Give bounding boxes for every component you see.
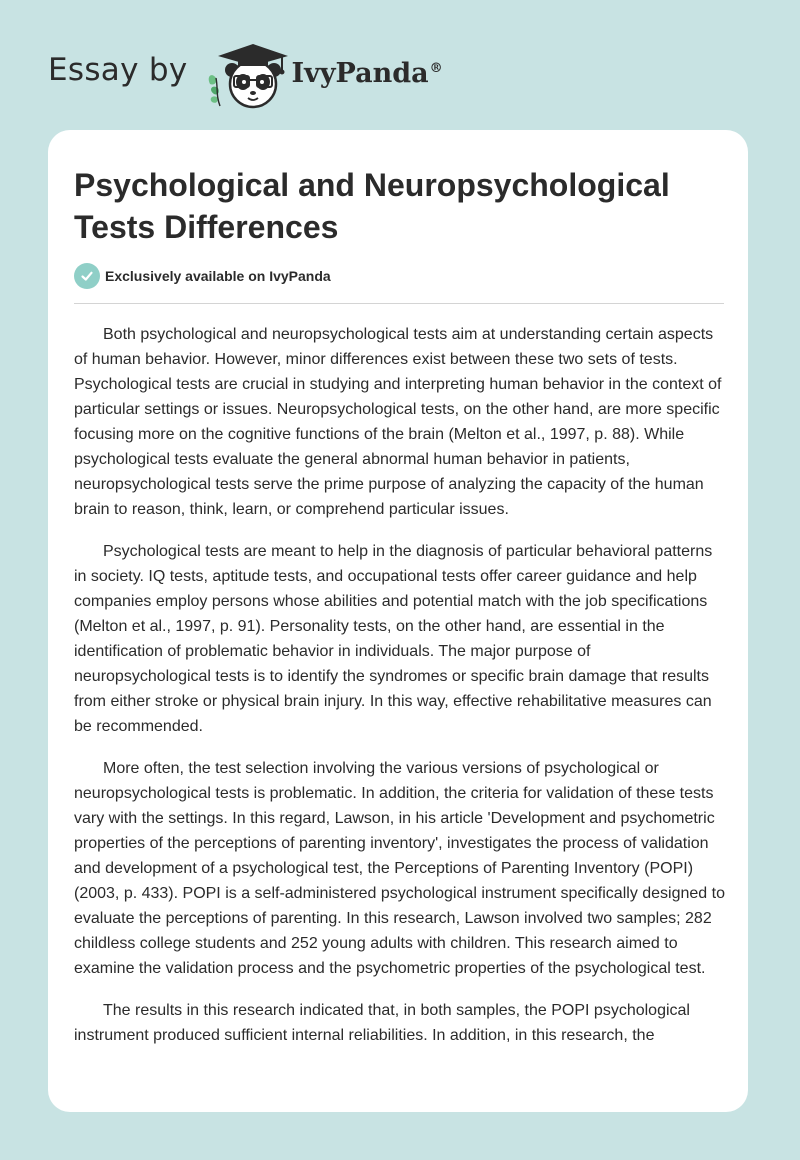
check-icon bbox=[74, 263, 100, 289]
paragraph: More often, the test selection involving the various versions of psychological or neuropsychological tests is problematic. In addition, the criteria for validation of these tests vary with the settings. In this regard, Lawson, in his article 'Development and psychometric properties of the perceptions of parenting inventory', investigates the process of validation and development of a psychological test, the Perceptions of Parenting Inventory (POPI) (2003, p. 433). POPI is a self-administered psychological instrument specifically designed to evaluate the perceptions of parenting. In this research, Lawson involved two samples; 282 childless college students and 252 young adults with children. This research aimed to examine the validation process and the psychometric properties of the psychological test. bbox=[74, 760, 725, 977]
page-title: Psychological and Neuropsychological Tests Differences bbox=[74, 167, 670, 245]
brand-prefix: Essay by bbox=[48, 52, 188, 88]
essay-card bbox=[48, 130, 748, 1112]
registered-mark: ® bbox=[429, 60, 443, 76]
essay-body bbox=[74, 322, 726, 1065]
divider bbox=[74, 303, 724, 304]
paragraph: The results in this research indicated that, in both samples, the POPI psychological instrument produced sufficient internal reliabilities. In addition, in this research, the bbox=[74, 1002, 690, 1044]
paragraph: Psychological tests are meant to help in the diagnosis of particular behavioral patterns in society. IQ tests, aptitude tests, and occupational tests offer career guidance and help companies employ persons whose abilities and potential match with the job specifications (Melton et al., 1997, p. 91). Personality tests, on the other hand, are essential in the identification of problematic behavior in individuals. The major purpose of neuropsychological tests is to identify the syndromes or specific brain damage that results from either stroke or physical brain injury. In this way, effective rehabilitative measures can be recommended. bbox=[74, 543, 713, 735]
brand-name[interactable]: IvyPanda® bbox=[291, 57, 443, 89]
paragraph: Both psychological and neuropsychological tests aim at understanding certain aspects of human behavior. However, minor differences exist between these two sets of tests. Psychological tests are crucial in studying and interpreting human behavior in the context of particular settings or issues. Neuropsychological tests, on the other hand, are more specific focusing more on the cognitive functions of the brain (Melton et al., 1997, p. 88). While psychological tests evaluate the general abnormal human behavior in patients, neuropsychological tests serve the prime purpose of analyzing the capacity of the human brain to reason, think, learn, or comprehend particular issues. bbox=[74, 326, 722, 518]
panda-graduate-icon[interactable] bbox=[202, 32, 288, 112]
brand-header bbox=[48, 32, 443, 112]
exclusive-badge bbox=[74, 263, 331, 289]
exclusive-label: Exclusively available on IvyPanda bbox=[105, 268, 331, 284]
